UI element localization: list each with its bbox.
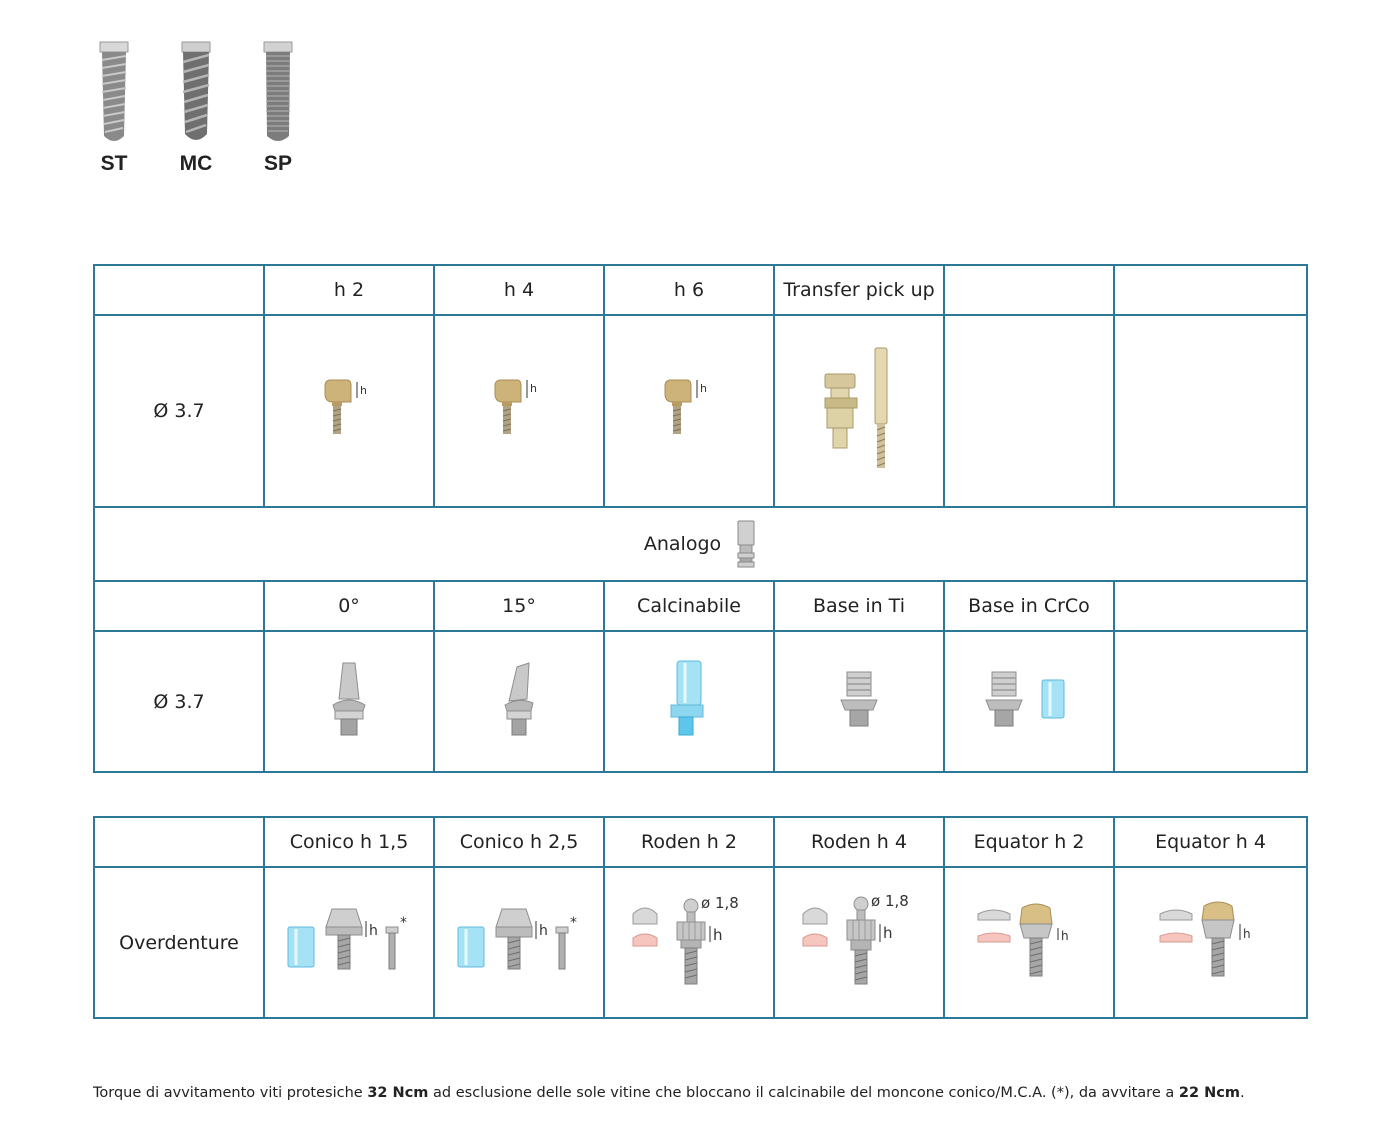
healing-screw-icon (321, 378, 377, 440)
footnote-text: ad esclusione delle sole vitine che bloccano il calcinabile del moncone conico/M.C.A. (*), da avvitare a (428, 1085, 1179, 1101)
healing-screw-icon (661, 378, 717, 440)
roden-h4-cell (774, 867, 944, 1018)
header-cell (94, 265, 264, 315)
header-cell: Conico h 1,5 (264, 817, 434, 867)
healing-image-row (94, 315, 1307, 507)
header-cell (94, 581, 264, 631)
height-marker: h (713, 926, 723, 944)
base-crco-cell (944, 631, 1114, 772)
empty-cell (1114, 631, 1307, 772)
header-cell: 0° (264, 581, 434, 631)
abutment-0-cell (264, 631, 434, 772)
header-cell: h 4 (434, 265, 604, 315)
roden-attachment-icon (629, 892, 749, 988)
implant-st-label: ST (100, 152, 128, 175)
empty-cell (944, 315, 1114, 507)
implant-sp-icon (263, 40, 293, 146)
header-cell (94, 817, 264, 867)
analog-wrap (644, 519, 757, 569)
diameter-mark: ø 1,8 (701, 894, 739, 912)
header-cell (944, 265, 1114, 315)
torque-value: 32 Ncm (367, 1085, 429, 1101)
equator-h2-cell (944, 867, 1114, 1018)
overdenture-label: Overdenture (94, 867, 264, 1018)
conico-15-cell (264, 867, 434, 1018)
header-cell: 15° (434, 581, 604, 631)
empty-cell (1114, 315, 1307, 507)
analog-label: Analogo (643, 533, 722, 555)
footnote-text: . (1239, 1085, 1245, 1101)
diameter-label: Ø 3.7 (94, 631, 264, 772)
header-cell: Roden h 2 (604, 817, 774, 867)
abutment-table (93, 264, 1308, 773)
footnote-text: Torque di avvitamento viti protesiche (93, 1085, 368, 1101)
healing-h2-cell (264, 315, 434, 507)
height-marker: h (539, 923, 548, 939)
height-marker: h (883, 924, 893, 942)
abutment-15-cell (434, 631, 604, 772)
equator-attachment-icon (1156, 900, 1266, 980)
healing-h4-cell (434, 315, 604, 507)
healing-screw-icon (491, 378, 547, 440)
overdenture-table (93, 816, 1308, 1019)
header-cell: Roden h 4 (774, 817, 944, 867)
height-marker: h (700, 381, 707, 395)
conico-25-cell (434, 867, 604, 1018)
implant-mc-icon (181, 40, 211, 146)
height-marker: h (360, 383, 367, 397)
torque-value: 22 Ncm (1178, 1085, 1240, 1101)
overdenture-header-row (94, 817, 1307, 867)
transfer-cell (774, 315, 944, 507)
implant-mc-label: MC (179, 152, 213, 175)
height-marker: h (530, 381, 537, 395)
implant-types (90, 40, 302, 176)
header-cell: Conico h 2,5 (434, 817, 604, 867)
angled-abutment-icon (499, 661, 539, 737)
analog-icon (735, 519, 757, 569)
height-marker: h (1061, 929, 1069, 943)
diameter-label: Ø 3.7 (94, 315, 264, 507)
header-cell (1114, 581, 1307, 631)
calcinabile-cell (604, 631, 774, 772)
header-cell: Equator h 4 (1114, 817, 1307, 867)
abutment-image-row (94, 631, 1307, 772)
header-cell: Equator h 2 (944, 817, 1114, 867)
overdenture-image-row (94, 867, 1307, 1018)
roden-h2-cell (604, 867, 774, 1018)
roden-attachment-icon (799, 892, 919, 988)
header-cell: Base in CrCo (944, 581, 1114, 631)
implant-st (90, 40, 138, 176)
equator-attachment-icon (974, 900, 1084, 980)
conical-abutment-icon (286, 907, 412, 973)
analog-row (94, 507, 1307, 581)
transfer-pickup-icon (819, 346, 899, 472)
implant-sp-label: SP (263, 152, 292, 175)
height-marker: h (369, 923, 378, 939)
header-cell (1114, 265, 1307, 315)
asterisk-mark: * (570, 915, 577, 931)
header-cell: h 6 (604, 265, 774, 315)
conical-abutment-icon (456, 907, 582, 973)
torque-footnote (93, 1085, 1245, 1101)
header-cell: h 2 (264, 265, 434, 315)
implant-sp (254, 40, 302, 176)
header-cell: Calcinabile (604, 581, 774, 631)
calcinable-abutment-icon (667, 659, 711, 739)
base-ti-cell (774, 631, 944, 772)
asterisk-mark: * (400, 915, 407, 931)
abutment-header-row (94, 581, 1307, 631)
implant-mc (172, 40, 220, 176)
titanium-base-icon (839, 670, 879, 728)
healing-header-row (94, 265, 1307, 315)
crco-base-icon (984, 670, 1074, 728)
header-cell: Transfer pick up (774, 265, 944, 315)
diameter-mark: ø 1,8 (871, 892, 909, 910)
analog-cell (94, 507, 1307, 581)
equator-h4-cell (1114, 867, 1307, 1018)
header-cell: Base in Ti (774, 581, 944, 631)
straight-abutment-icon (329, 661, 369, 737)
healing-h6-cell (604, 315, 774, 507)
height-marker: h (1242, 927, 1251, 941)
implant-st-icon (99, 40, 129, 146)
